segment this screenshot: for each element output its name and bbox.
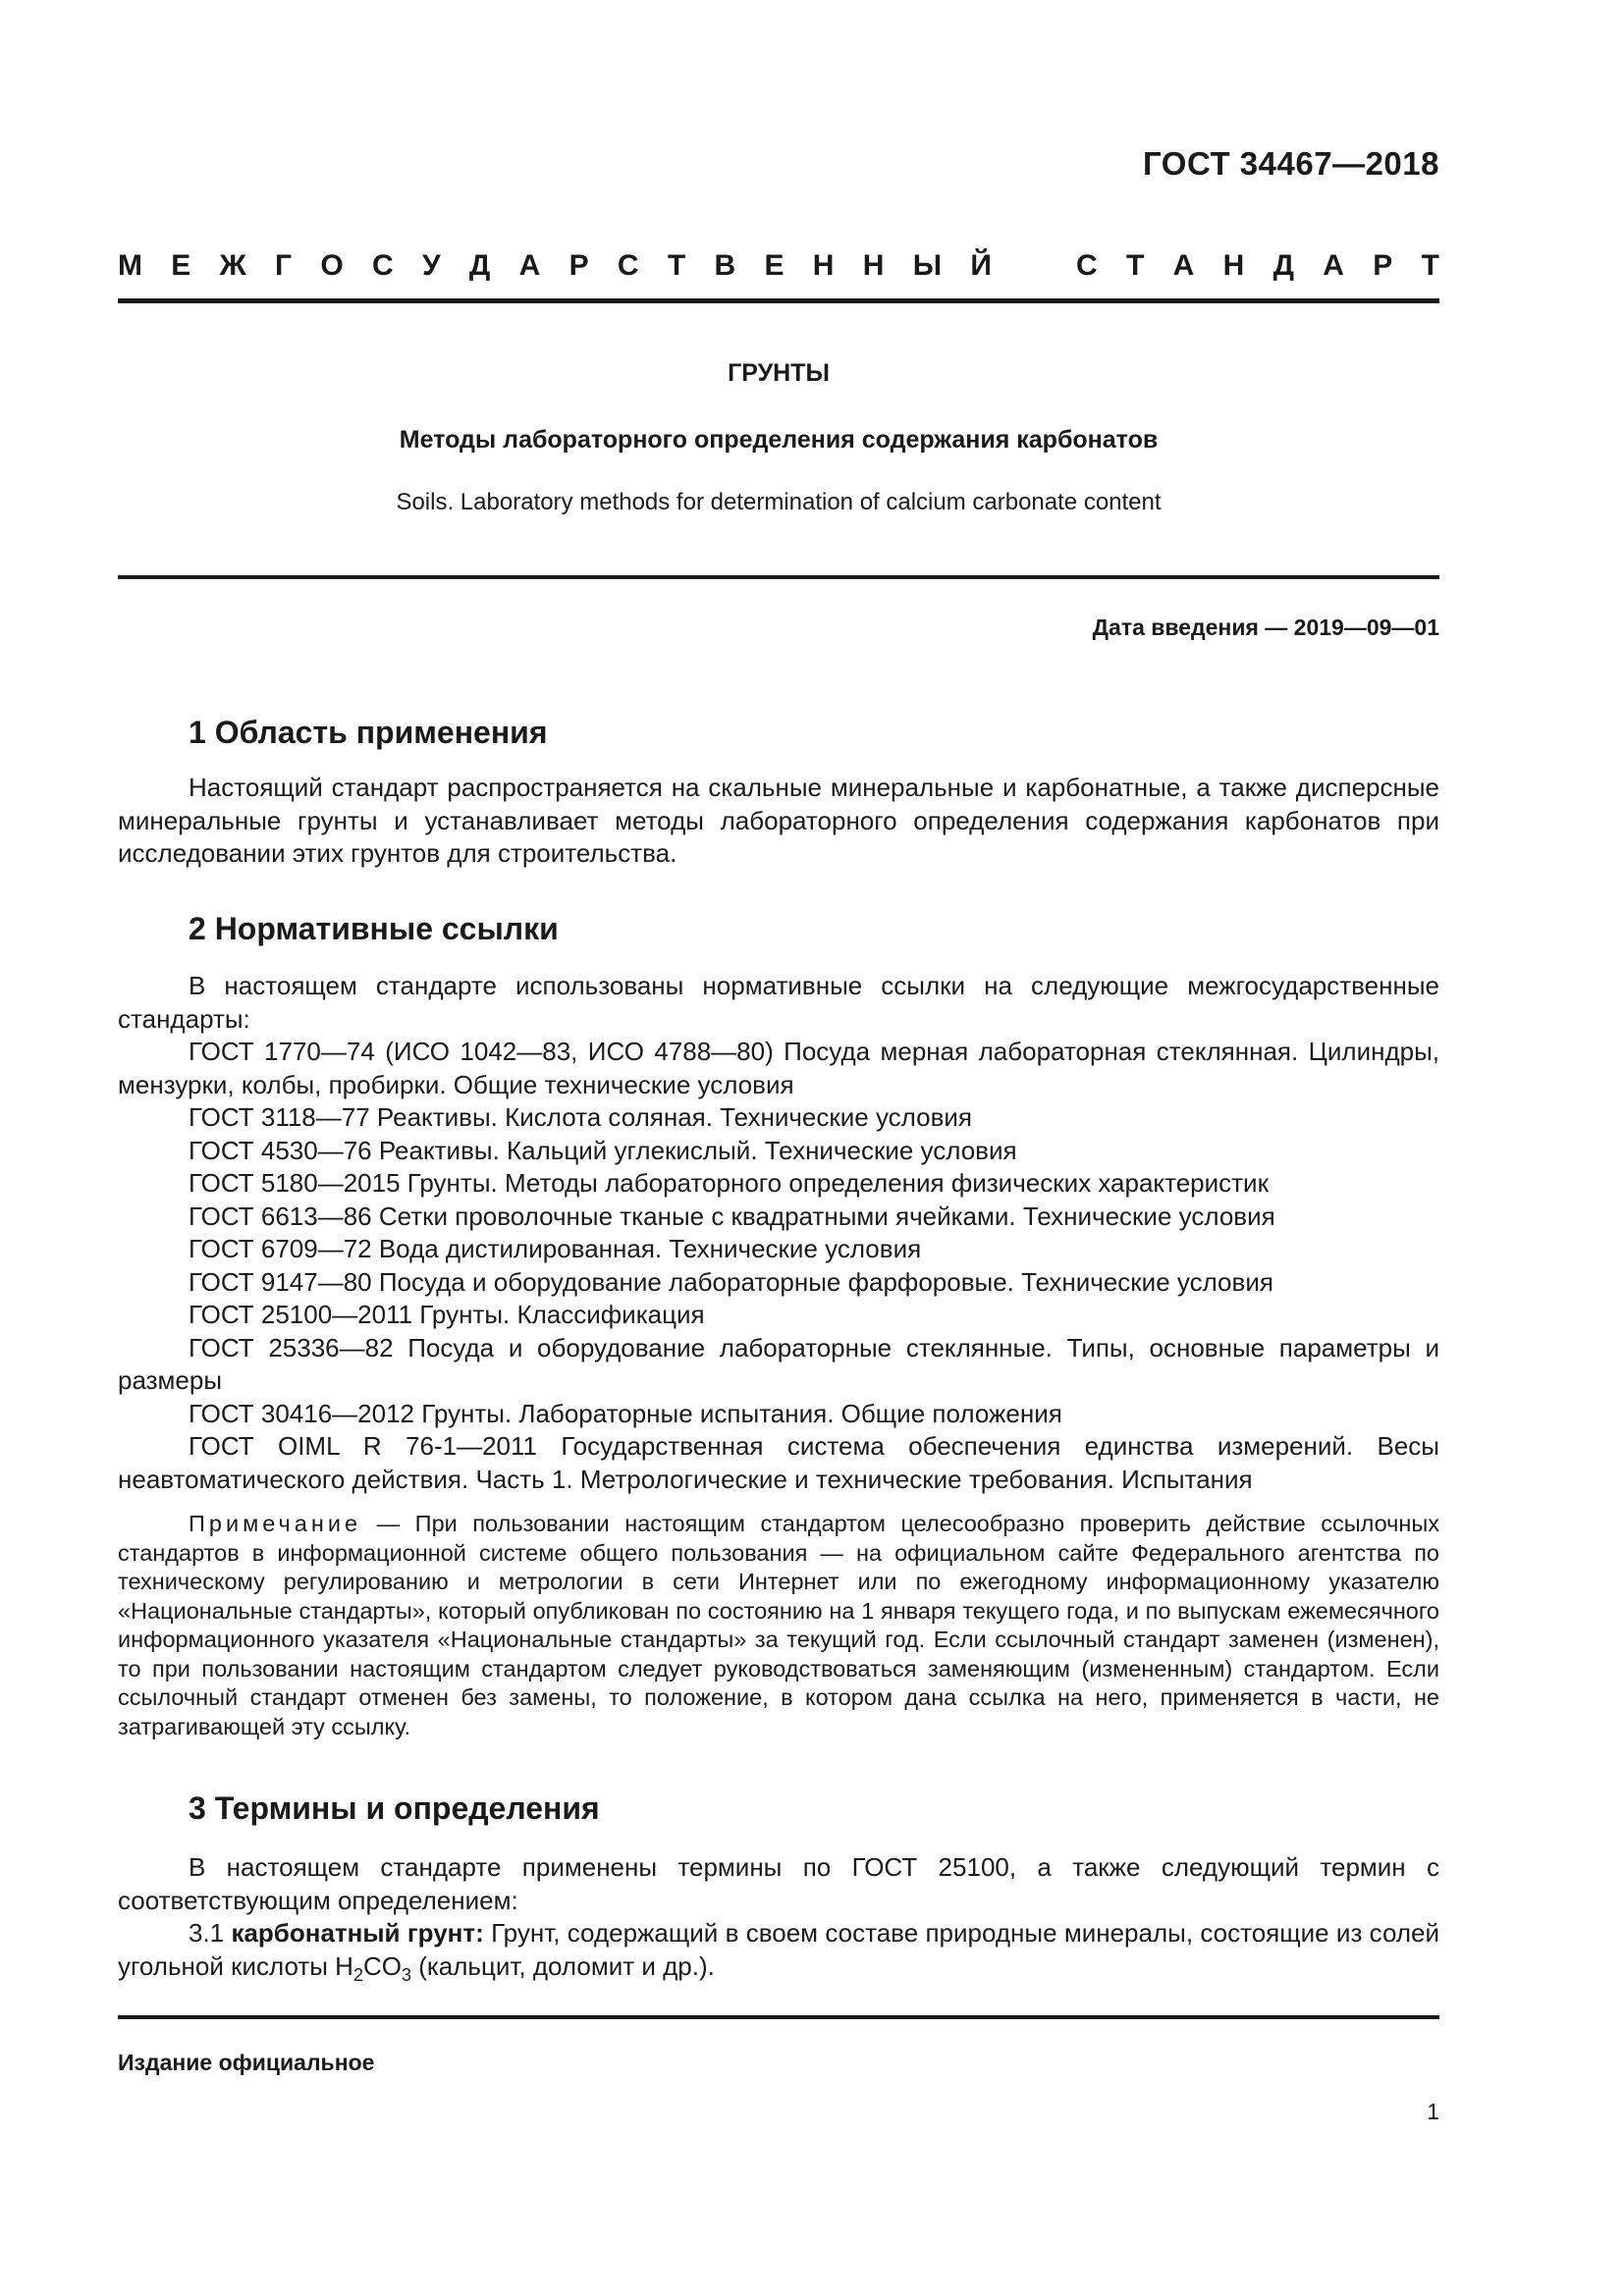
bottom-rule	[118, 2015, 1439, 2019]
references-list	[118, 1036, 1439, 1496]
reference-item: ГОСТ 25100—2011 Грунты. Классификация	[189, 1300, 705, 1329]
banner-letter: Е	[171, 249, 191, 282]
banner-word-interstate	[118, 249, 992, 283]
section-2-intro: В настоящем стандарте использованы нормативные ссылки на следующие межгосударственные стандарты:	[118, 971, 1439, 1034]
formula-subscript: 3	[401, 1964, 411, 1985]
reference-item: ГОСТ 9147—80 Посуда и оборудование лабораторные фарфоровые. Технические условия	[189, 1266, 1273, 1297]
document-subtitle: Методы лабораторного определения содержания карбонатов	[399, 426, 1159, 454]
edition-label: Издание официальное	[118, 2050, 375, 2075]
banner-letter: Т	[1125, 249, 1145, 282]
reference-item: ГОСТ 5180—2015 Грунты. Методы лабораторного определения физических характеристик	[189, 1168, 1269, 1198]
banner-letter: С	[1076, 249, 1098, 282]
term-name: карбонатный грунт:	[231, 1918, 484, 1948]
document-number: ГОСТ 34467—2018	[1143, 145, 1439, 182]
banner-letter: Ж	[219, 249, 246, 282]
banner-word-standard	[1076, 249, 1439, 283]
banner-letter: М	[118, 249, 142, 282]
page-number: 1	[1427, 2099, 1439, 2124]
banner-letter: Т	[1421, 249, 1439, 282]
banner-letter: Н	[1222, 249, 1245, 282]
term-number: 3.1	[189, 1918, 232, 1948]
formula-subscript: 2	[352, 1964, 363, 1985]
note-text: — При пользовании настоящим стандартом целесообразно проверить действие ссылочных стандартов в информационной системе общего пользования — на официальном сайте Федерального агентства по техническому регулированию и метрологии в сети Интернет или по ежегодному информационному указателю «Национальные стандарты», который опубликован по состоянию на 1 января текущего года, и по выпускам ежемесячного информационного указателя «Национальные стандарты» за текущий год. Если ссылочный стандарт заменен (изменен), то при пользовании настоящим стандартом следует руководствоваться заменяющим (измененным) стандартом. Если ссылочный стандарт отменен без замены, то положение, в котором дана ссылка на него, применяется в части, не затрагивающей эту ссылку.	[118, 1511, 1439, 1739]
banner-letter: У	[421, 249, 441, 282]
banner-letter: А	[518, 249, 541, 282]
banner-letter: О	[320, 249, 344, 282]
banner-letter: С	[371, 249, 394, 282]
banner-letter: Н	[862, 249, 885, 282]
banner-letter: А	[1323, 249, 1344, 282]
section-1-text: Настоящий стандарт распространяется на скальные минеральные и карбонатные, а также дисперсные минеральные грунты и устанавливает методы лабораторного определения содержания карбонатов при исследовании этих грунтов для строительства.	[118, 773, 1439, 868]
english-title: Soils. Laboratory methods for determination of calcium carbonate content	[396, 489, 1162, 515]
document-title: ГРУНТЫ	[728, 359, 830, 387]
banner-letter: Р	[1373, 249, 1393, 282]
note-paragraph	[118, 1510, 1439, 1741]
banner-letter: Ы	[912, 249, 943, 282]
title-rule	[118, 575, 1439, 579]
reference-item: ГОСТ 4530—76 Реактивы. Кальций углекислый. Технические условия	[189, 1135, 1017, 1165]
banner-letter: С	[617, 249, 639, 282]
reference-item: ГОСТ 3118—77 Реактивы. Кислота соляная. Технические условия	[189, 1102, 973, 1132]
banner-letter: Д	[1272, 249, 1294, 282]
standard-banner	[118, 249, 1439, 283]
document-page	[118, 0, 1439, 2296]
top-rule	[118, 298, 1439, 303]
reference-item: ГОСТ 25336—82 Посуда и оборудование лабораторные стеклянные. Типы, основные параметры и размеры	[118, 1332, 1439, 1395]
reference-item: ГОСТ 6613—86 Сетки проволочные тканые с квадратными ячейками. Технические условия	[189, 1201, 1275, 1231]
reference-item: ГОСТ 30416—2012 Грунты. Лабораторные испытания. Общие положения	[189, 1398, 1062, 1428]
term-definition-tail: (кальцит, доломит и др.).	[410, 1950, 715, 1981]
section-3-heading: 3 Термины и определения	[189, 1790, 600, 1826]
banner-letter: Г	[275, 249, 293, 282]
banner-letter: Р	[568, 249, 589, 282]
section-2-heading: 2 Нормативные ссылки	[189, 911, 559, 946]
banner-letter: Н	[812, 249, 835, 282]
section-1-heading: 1 Область применения	[189, 715, 548, 750]
banner-letter: А	[1172, 249, 1195, 282]
reference-item: ГОСТ 6709—72 Вода дистилированная. Технические условия	[189, 1234, 922, 1263]
note-label: Примечание	[189, 1511, 362, 1536]
banner-letter: Д	[468, 249, 491, 282]
reference-item: ГОСТ OIML R 76-1—2011 Государственная система обеспечения единства измерений. Весы неавтоматического действия. Часть 1. Метрологические и технические требования. Испытания	[118, 1431, 1439, 1494]
section-3-intro: В настоящем стандарте применены термины по ГОСТ 25100, а также следующий термин с соответствующим определением:	[118, 1852, 1439, 1915]
reference-item: ГОСТ 1770—74 (ИСО 1042—83, ИСО 4788—80) Посуда мерная лабораторная стеклянная. Цилиндры, мензурки, колбы, пробирки. Общие технические условия	[118, 1037, 1439, 1099]
formula-part: CO	[362, 1950, 402, 1981]
introduction-date: Дата введения — 2019—09—01	[1092, 614, 1439, 640]
banner-letter: Е	[764, 249, 785, 282]
banner-letter: Й	[970, 249, 992, 282]
banner-letter: В	[714, 249, 736, 282]
term-definition-text: Грунт, содержащий в своем составе природные минералы, состоящие из солей угольной кислоты H	[118, 1918, 1440, 1981]
banner-letter: Т	[667, 249, 686, 282]
term-definition	[118, 1917, 1439, 1983]
